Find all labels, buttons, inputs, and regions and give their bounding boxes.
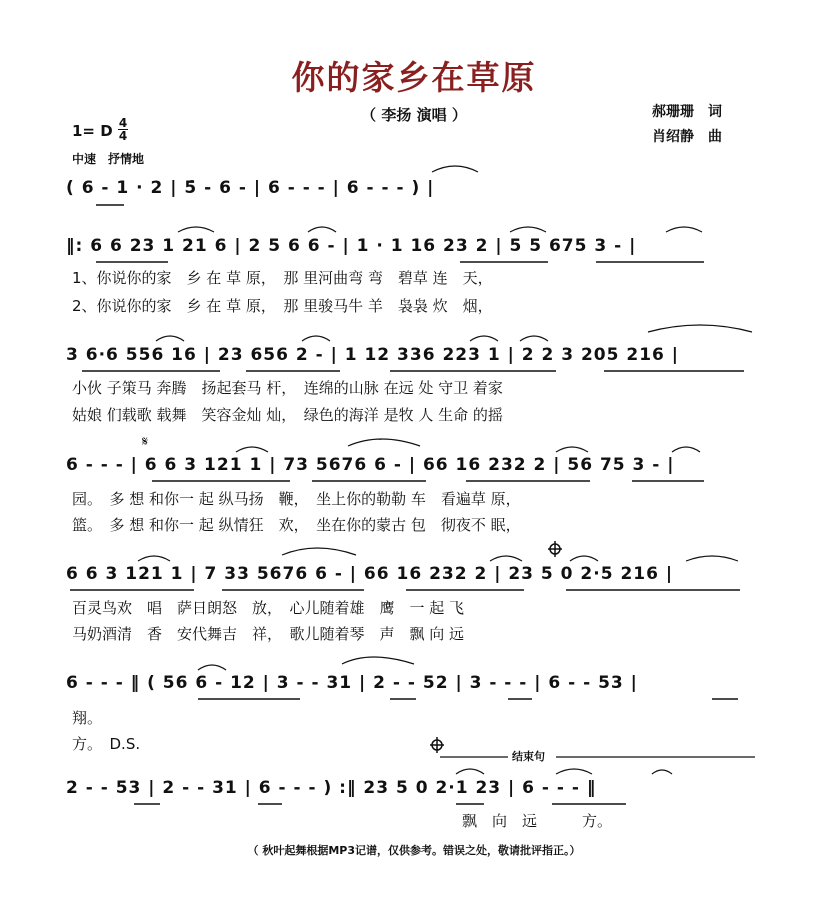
tempo-marking: 中速 抒情地 bbox=[72, 152, 145, 166]
notation-line-4: 6 - - - | 6 6 3 121 1 | 73 5676 6 - | 66 16 232 2 | 56 75 3 - | bbox=[66, 455, 675, 475]
lyric-line-2-verse-1: 1、你说你的家 乡 在 草 原， 那 里河曲弯 弯 碧草 连 天， bbox=[72, 269, 493, 287]
lyric-line-5-verse-1: 百灵鸟欢 唱 萨日朗怒 放， 心儿随着雄 鹰 一 起 飞 bbox=[72, 599, 465, 617]
slur bbox=[198, 665, 226, 670]
slur bbox=[648, 325, 752, 332]
notation-line-5: 6 6 3 121 1 | 7 33 5676 6 - | 66 16 232 2 | 23 5 0 2·5 216 | bbox=[66, 564, 674, 584]
time-signature-top: 4 bbox=[118, 116, 128, 130]
lyric-line-3-verse-2: 姑娘 们载歌 载舞 笑容金灿 灿， 绿色的海洋 是牧 人 生命 的摇 bbox=[72, 406, 503, 424]
ending-label: 结束句 bbox=[512, 750, 545, 763]
slur bbox=[342, 657, 414, 664]
lyricist-credit: 郝珊珊 词 bbox=[652, 104, 722, 120]
slur bbox=[432, 166, 478, 172]
slur bbox=[348, 439, 420, 446]
segno-icon: 𝄋 bbox=[142, 434, 149, 450]
notation-line-6: 6 - - - ‖ ( 56 6 - 12 | 3 - - 31 | 2 - - 52 | 3 - - - | 6 - - 53 | bbox=[66, 673, 638, 693]
composer-credit: 肖绍静 曲 bbox=[652, 129, 722, 145]
notation-line-3: 3 6·6 556 16 | 23 656 2 - | 1 12 336 223 1 | 2 2 3 205 216 | bbox=[66, 345, 679, 365]
lyric-line-6-verse-1: 翔。 bbox=[72, 709, 103, 727]
slur bbox=[556, 447, 588, 452]
time-signature-bottom: 4 bbox=[118, 129, 128, 143]
slur bbox=[652, 770, 672, 774]
lyric-line-7: 飘 向 远 方。 bbox=[462, 812, 613, 830]
slur bbox=[510, 227, 546, 232]
footer-note: （ 秋叶起舞根据MP3记谱，仅供参考。错误之处，敬请批评指正。） bbox=[247, 844, 581, 857]
slur bbox=[308, 227, 336, 232]
slur bbox=[178, 227, 214, 232]
slur bbox=[282, 548, 356, 555]
slur bbox=[520, 336, 548, 341]
slur bbox=[570, 556, 598, 561]
song-title: 你的家乡在草原 bbox=[291, 58, 537, 97]
slur bbox=[456, 769, 484, 774]
slur bbox=[156, 336, 184, 341]
notation-line-7: 2 - - 53 | 2 - - 31 | 6 - - - ) :‖ 23 5 0 2·1 23 | 6 - - - ‖ bbox=[66, 778, 597, 798]
slur bbox=[138, 556, 170, 561]
slur bbox=[490, 556, 522, 561]
lyric-line-4-verse-2: 篮。 多 想 和你一 起 纵情狂 欢， 坐在你的蒙古 包 彻夜不 眠， bbox=[72, 516, 521, 534]
slur bbox=[672, 447, 700, 452]
slur bbox=[686, 556, 738, 561]
key-signature: 1= D bbox=[72, 122, 113, 140]
slur bbox=[302, 336, 330, 341]
notation-line-2: ‖: 6 6 23 1 21 6 | 2 5 6 6 - | 1 · 1 16 23 2 | 5 5 675 3 - | bbox=[66, 236, 637, 256]
lyric-line-2-verse-2: 2、你说你的家 乡 在 草 原， 那 里骏马牛 羊 袅袅 炊 烟， bbox=[72, 297, 493, 315]
slur bbox=[666, 227, 702, 232]
lyric-line-6-verse-2: 方。 D.S. bbox=[72, 735, 141, 753]
slur bbox=[556, 769, 592, 774]
slur bbox=[236, 447, 268, 452]
singer-credit: （ 李扬 演唱 ） bbox=[361, 106, 467, 124]
lyric-line-4-verse-1: 园。 多 想 和你一 起 纵马扬 鞭， 坐上你的勒勒 车 看遍草 原， bbox=[72, 490, 521, 508]
slur bbox=[470, 336, 498, 341]
lyric-line-3-verse-1: 小伙 子策马 奔腾 扬起套马 杆， 连绵的山脉 在远 处 守卫 着家 bbox=[72, 379, 503, 397]
notation-line-1: ( 6 - 1 · 2 | 5̇ - 6 - | 6 - - - | 6 - - - ) | bbox=[66, 178, 435, 198]
lyric-line-5-verse-2: 马奶酒清 香 安代舞吉 祥， 歌儿随着琴 声 飘 向 远 bbox=[72, 625, 465, 643]
